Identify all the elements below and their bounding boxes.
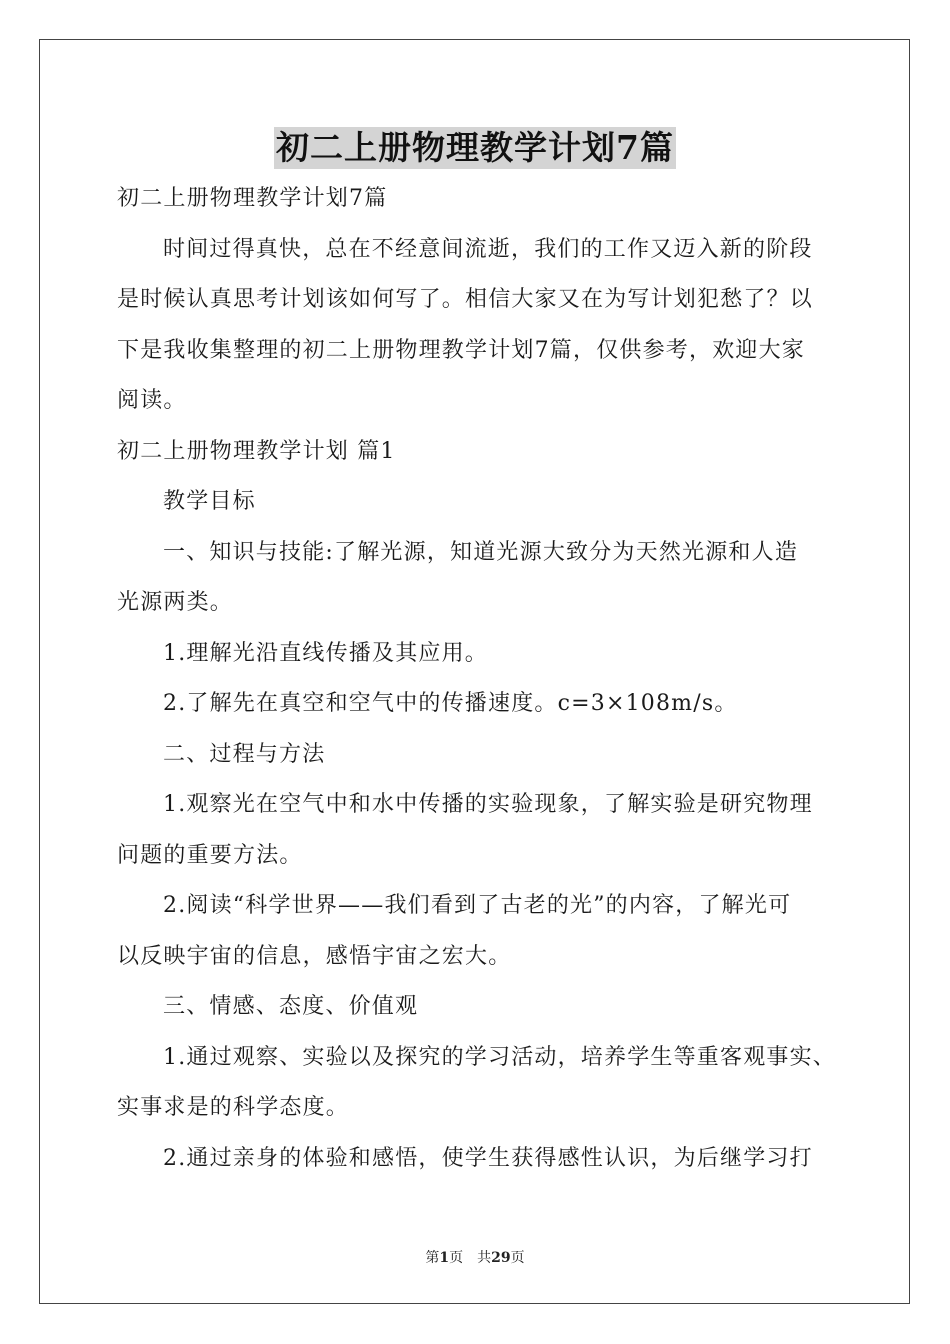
text-line: 实事求是的科学态度。 bbox=[117, 1095, 350, 1120]
text-line: 光源两类。 bbox=[117, 590, 234, 615]
text-line: 2.了解先在真空和空气中的传播速度。c=3×108m/s。 bbox=[163, 691, 738, 716]
text-line: 初二上册物理教学计划 篇1 bbox=[117, 438, 396, 464]
title-container bbox=[0, 127, 950, 169]
text-line: 一、知识与技能:了解光源，知道光源大致分为天然光源和人造 bbox=[163, 539, 799, 565]
text-line: 三、情感、态度、价值观 bbox=[163, 994, 419, 1019]
document-title: 初二上册物理教学计划7篇 bbox=[276, 128, 674, 167]
footer-page-current: 1 bbox=[439, 1250, 450, 1266]
text-line: 二、过程与方法 bbox=[163, 741, 326, 767]
footer-page-suffix: 页 bbox=[510, 1250, 525, 1266]
text-line: 1.理解光沿直线传播及其应用。 bbox=[163, 640, 488, 666]
text-line: 教学目标 bbox=[163, 489, 256, 514]
text-line: 2.阅读“科学世界——我们看到了古老的光”的内容，了解光可 bbox=[163, 893, 792, 918]
page-footer bbox=[0, 1247, 950, 1267]
text-line: 是时候认真思考计划该如何写了。相信大家又在为写计划犯愁了？以 bbox=[117, 287, 814, 312]
text-line: 问题的重要方法。 bbox=[117, 842, 303, 868]
text-line: 以反映宇宙的信息，感悟宇宙之宏大。 bbox=[117, 943, 512, 969]
document-body bbox=[117, 174, 837, 1184]
text-line: 下是我收集整理的初二上册物理教学计划7篇，仅供参考，欢迎大家 bbox=[117, 337, 805, 363]
footer-page-mid: 页 共 bbox=[449, 1250, 492, 1266]
text-line: 初二上册物理教学计划7篇 bbox=[117, 186, 388, 211]
text-line: 阅读。 bbox=[117, 388, 187, 413]
text-line: 1.观察光在空气中和水中传播的实验现象，了解实验是研究物理 bbox=[163, 792, 813, 817]
text-line: 1.通过观察、实验以及探究的学习活动，培养学生等重客观事实、 bbox=[163, 1044, 836, 1070]
footer-page-total: 29 bbox=[491, 1250, 511, 1266]
text-line: 时间过得真快，总在不经意间流逝，我们的工作又迈入新的阶段 bbox=[163, 236, 813, 262]
footer-page-prefix: 第 bbox=[425, 1250, 440, 1266]
text-line: 2.通过亲身的体验和感悟，使学生获得感性认识，为后继学习打 bbox=[163, 1145, 813, 1171]
